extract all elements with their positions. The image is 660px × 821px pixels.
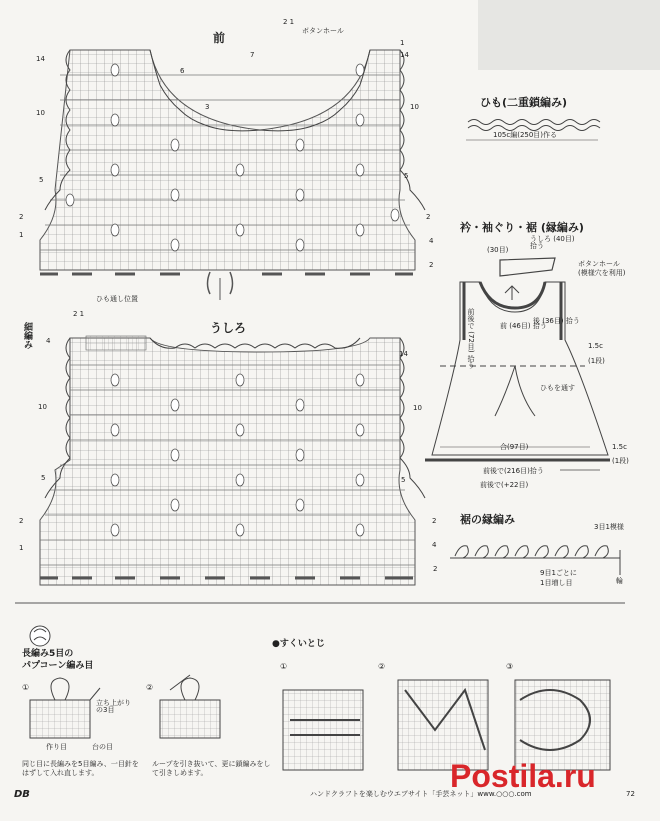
front-left-14: 14 — [36, 55, 45, 63]
back-right-14: 14 — [399, 350, 408, 358]
joining-step2: ② — [378, 662, 386, 671]
popcorn-label-b: 作り目 — [46, 743, 67, 751]
popcorn-title-1: 長編み5目の — [22, 649, 74, 659]
hem-edge: 輪 — [616, 577, 623, 585]
back-left-1: 1 — [19, 544, 24, 552]
edging-back40: うしろ (40目) 拾う — [530, 235, 575, 250]
edging-front46: 前 (46目) 拾う — [500, 322, 547, 330]
popcorn-desc2: ループを引き抜いて、更に鎖編みをして引きしめます。 — [152, 760, 271, 778]
cord-length: 105c編(250目)作る — [493, 131, 558, 139]
edging-c15b: 1.5c — [612, 443, 627, 451]
popcorn-step2: ② — [146, 683, 154, 692]
back-right-2: 2 — [432, 517, 437, 525]
footer-site: ハンドクラフトを楽しむウエブサイト「手芸ネット」www.○○○.com — [310, 790, 532, 798]
watermark: Postila.ru — [450, 758, 596, 794]
front-right-1: 1 — [400, 39, 405, 47]
front-left-2: 2 — [19, 213, 24, 221]
back-side-label: 細編み — [22, 322, 32, 349]
hem-note2: 1目増し目 — [540, 579, 573, 587]
front-row-6: 6 — [180, 67, 185, 75]
back-left-2: 2 — [19, 517, 24, 525]
back-right-10: 10 — [413, 404, 422, 412]
joining-title: ●すくいとじ — [272, 639, 325, 649]
edging-hem-plus: 前後で(+22目) — [480, 481, 529, 489]
front-top-marks: 2 1 — [283, 18, 295, 26]
popcorn-illustrations — [30, 626, 220, 738]
front-right-2: 2 — [426, 213, 431, 221]
back-title: うしろ — [210, 321, 247, 335]
popcorn-label-c: 台の目 — [92, 743, 113, 751]
front-left-5: 5 — [39, 176, 44, 184]
popcorn-step1: ① — [22, 683, 30, 692]
front-right-10: 10 — [410, 103, 419, 111]
back-left-4: 4 — [46, 337, 51, 345]
edging-hem-pickup: 前後で(216目)拾う — [483, 467, 544, 475]
hem-title: 裾の縁編み — [460, 513, 515, 526]
front-row-3: 3 — [205, 103, 210, 111]
back-right-2b: 2 — [433, 565, 438, 573]
front-row-7: 7 — [250, 51, 255, 59]
edging-buttonhole: ボタンホール — [578, 260, 620, 268]
edging-title: 衿・袖ぐり・裾 (縁編み) — [460, 221, 584, 234]
edging-width: 合(97目) — [500, 443, 529, 451]
back-top-marks: 2 1 — [73, 310, 85, 318]
hem-pattern: 3目1模様 — [594, 523, 624, 531]
hem-edging-diagram — [450, 546, 620, 575]
edging-rows1b: (1段) — [612, 457, 629, 465]
front-left-10: 10 — [36, 109, 45, 117]
front-right-14: 14 — [400, 51, 409, 59]
cord-title: ひも(二重鎖編み) — [480, 96, 568, 109]
front-right-5: 5 — [404, 172, 409, 180]
footer-page: 72 — [626, 790, 635, 798]
joining-step1: ① — [280, 662, 288, 671]
joining-illustrations — [283, 680, 610, 770]
popcorn-label-a: 立ち上がりの3目 — [96, 699, 131, 714]
hem-note1: 9目1ごとに — [540, 569, 577, 577]
edging-back36: 後 (36目) 拾う — [533, 317, 580, 325]
edging-front30: (30目) — [487, 246, 509, 254]
front-buttonhole-label: ボタンホール — [302, 27, 344, 35]
edging-string: ひもを通す — [540, 384, 575, 392]
joining-step3: ③ — [506, 662, 514, 671]
back-left-5: 5 — [41, 474, 46, 482]
footer-logo: DB — [14, 789, 30, 800]
back-chart — [40, 336, 425, 585]
edging-front72: 前後で (72目) 拾う — [467, 308, 475, 369]
front-right-4: 4 — [429, 237, 434, 245]
back-right-4: 4 — [432, 541, 437, 549]
edging-c15: 1.5c — [588, 342, 603, 350]
front-left-1: 1 — [19, 231, 24, 239]
edging-schematic — [425, 258, 610, 470]
front-right-2b: 2 — [429, 261, 434, 269]
back-left-10: 10 — [38, 403, 47, 411]
edging-buttonhole-note: (模様穴を利用) — [578, 269, 626, 277]
popcorn-desc1: 同じ目に長編みを5目編み、一目針をはずして入れ直します。 — [22, 760, 139, 778]
popcorn-title-2: パプコーン編み目 — [22, 661, 94, 671]
edging-rows1: (1段) — [588, 357, 605, 365]
front-title: 前 — [213, 31, 226, 45]
front-chart — [40, 50, 425, 300]
back-right-5: 5 — [401, 476, 406, 484]
string-position-label: ひも通し位置 — [96, 295, 138, 303]
